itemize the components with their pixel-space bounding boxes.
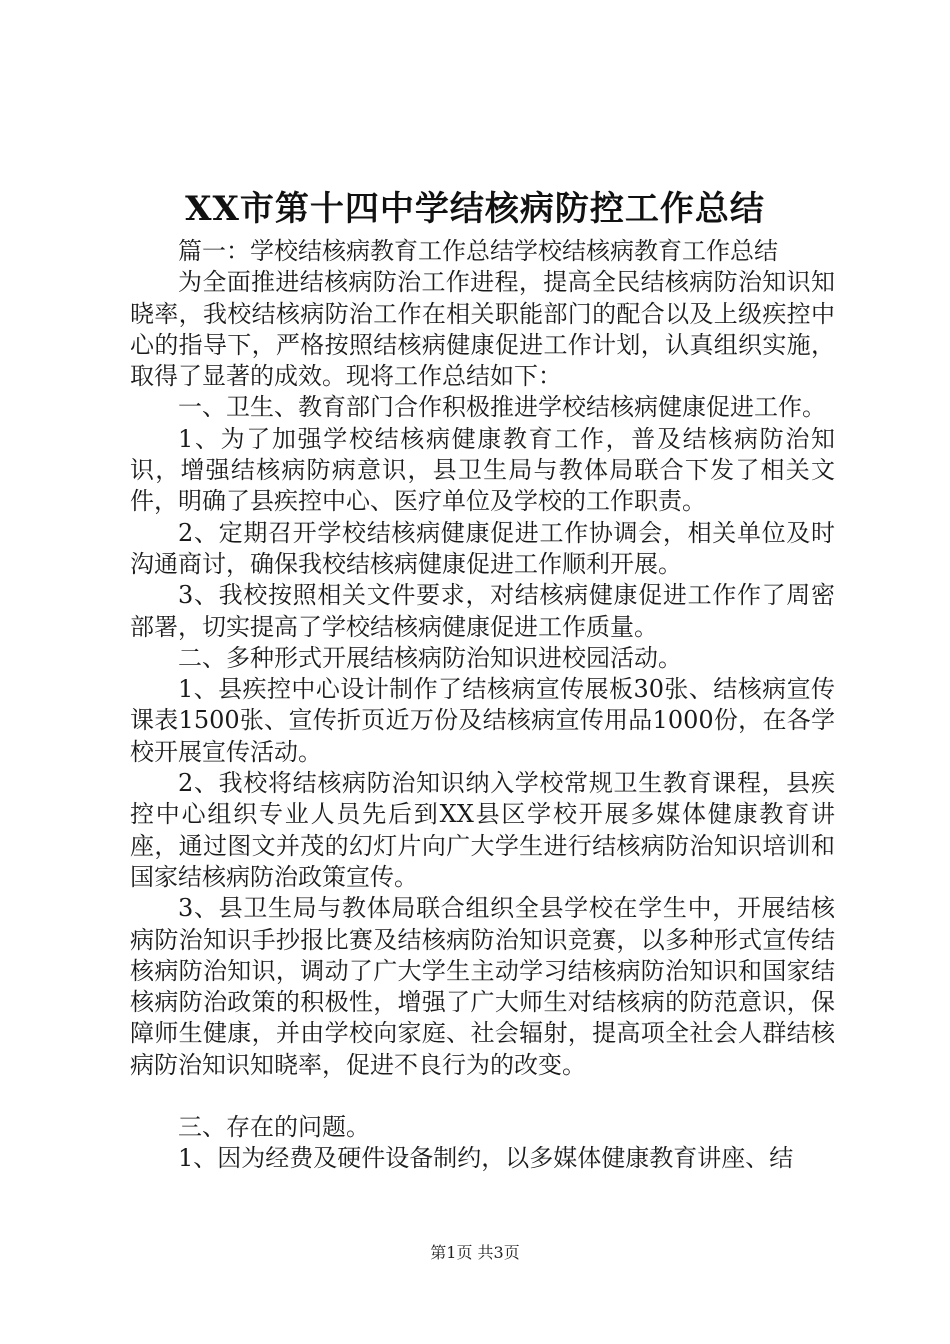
paragraph: 3、县卫生局与教体局联合组织全县学校在学生中，开展结核病防治知识手抄报比赛及结核病防治知识竞赛，以多种形式宣传结核病防治知识，调动了广大学生主动学习结核病防治知识和国家结核病防治政策的积极性，增强了广大师生对结核病的防范意识，保障师生健康，并由学校向家庭、社会辐射，提高项全社会人群结核病防治知识知晓率，促进不良行为的改变。	[130, 894, 835, 1079]
paragraph: 二、多种形式开展结核病防治知识进校园活动。	[178, 643, 682, 672]
paragraph: 1、为了加强学校结核病健康教育工作，普及结核病防治知识，增强结核病防病意识，县卫生局与教体局联合下发了相关文件，明确了县疾控中心、医疗单位及学校的工作职责。	[130, 424, 835, 516]
paragraph: 3、我校按照相关文件要求，对结核病健康促进工作作了周密部署，切实提高了学校结核病健康促进工作质量。	[130, 581, 835, 641]
paragraph: 2、定期召开学校结核病健康促进工作协调会，相关单位及时沟通商讨，确保我校结核病健康促进工作顺利开展。	[130, 518, 835, 578]
paragraph: 1、因为经费及硬件设备制约，以多媒体健康教育讲座、结	[178, 1144, 794, 1173]
document-title: XX市第十四中学结核病防控工作总结	[185, 189, 765, 229]
paragraph: 1、县疾控中心设计制作了结核病宣传展板30张、结核病宣传课表1500张、宣传折页近万份及结核病宣传用品1000份，在各学校开展宣传活动。	[130, 675, 835, 766]
document-body	[130, 236, 835, 1175]
paragraph: 为全面推进结核病防治工作进程，提高全民结核病防治知识知晓率，我校结核病防治工作在相关职能部门的配合以及上级疾控中心的指导下，严格按照结核病健康促进工作计划，认真组织实施，取得了显著的成效。现将工作总结如下：	[130, 268, 835, 391]
page-footer: 第1页 共3页	[430, 1243, 520, 1262]
paragraph: 三、存在的问题。	[178, 1113, 370, 1142]
paragraph: 篇一：学校结核病教育工作总结学校结核病教育工作总结	[178, 237, 778, 265]
paragraph: 2、我校将结核病防治知识纳入学校常规卫生教育课程，县疾控中心组织专业人员先后到XX县区学校开展多媒体健康教育讲座，通过图文并茂的幻灯片向广大学生进行结核病防治知识培训和国家结核病防治政策宣传。	[130, 769, 835, 891]
paragraph: 一、卫生、教育部门合作积极推进学校结核病健康促进工作。	[178, 393, 826, 422]
